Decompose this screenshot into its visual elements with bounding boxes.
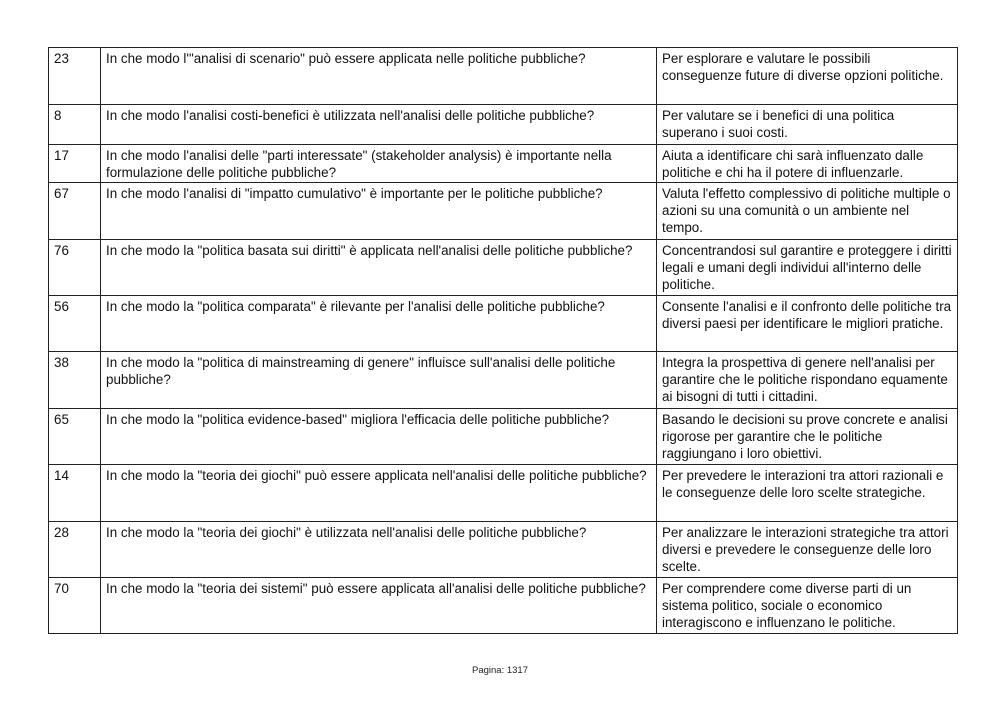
- page-number: Pagina: 1317: [472, 665, 528, 676]
- answer-cell: Consente l'analisi e il confronto delle politiche tra diversi paesi per identificare le migliori pratiche.: [657, 296, 958, 352]
- question-cell: In che modo la "teoria dei giochi" può essere applicata nell'analisi delle politiche pubbliche?: [101, 465, 657, 522]
- row-number: 23: [49, 48, 101, 105]
- answer-cell: Integra la prospettiva di genere nell'analisi per garantire che le politiche rispondano equamente ai bisogni di tutti i cittadini.: [657, 352, 958, 409]
- question-cell: In che modo l'analisi delle "parti interessate" (stakeholder analysis) è importante nella formulazione delle politiche pubbliche?: [101, 145, 657, 183]
- row-number: 67: [49, 183, 101, 240]
- table-row: [49, 145, 958, 183]
- row-number: 65: [49, 409, 101, 465]
- row-number: 28: [49, 522, 101, 578]
- row-number: 8: [49, 105, 101, 145]
- answer-cell: Per prevedere le interazioni tra attori razionali e le conseguenze delle loro scelte strategiche.: [657, 465, 958, 522]
- question-cell: In che modo la "teoria dei giochi" è utilizzata nell'analisi delle politiche pubbliche?: [101, 522, 657, 578]
- table-row: [49, 522, 958, 578]
- table-row: [49, 352, 958, 409]
- table-row: [49, 409, 958, 465]
- answer-cell: Aiuta a identificare chi sarà influenzato dalle politiche e chi ha il potere di influenzarle.: [657, 145, 958, 183]
- table-row: [49, 465, 958, 522]
- answer-cell: Concentrandosi sul garantire e proteggere i diritti legali e umani degli individui all'interno delle politiche.: [657, 240, 958, 296]
- table-row: [49, 183, 958, 240]
- answer-cell: Per analizzare le interazioni strategiche tra attori diversi e prevedere le conseguenze delle loro scelte.: [657, 522, 958, 578]
- question-cell: In che modo la "politica di mainstreaming di genere" influisce sull'analisi delle politiche pubbliche?: [101, 352, 657, 409]
- row-number: 14: [49, 465, 101, 522]
- question-cell: In che modo l'analisi di "impatto cumulativo" è importante per le politiche pubbliche?: [101, 183, 657, 240]
- row-number: 56: [49, 296, 101, 352]
- table-row: [49, 578, 958, 634]
- row-number: 17: [49, 145, 101, 183]
- row-number: 70: [49, 578, 101, 634]
- answer-cell: Per esplorare e valutare le possibili conseguenze future di diverse opzioni politiche.: [657, 48, 958, 105]
- answer-cell: Valuta l'effetto complessivo di politiche multiple o azioni su una comunità o un ambiente nel tempo.: [657, 183, 958, 240]
- table-row: [49, 105, 958, 145]
- table-row: [49, 240, 958, 296]
- question-cell: In che modo l'analisi costi-benefici è utilizzata nell'analisi delle politiche pubbliche?: [101, 105, 657, 145]
- answer-cell: Per comprendere come diverse parti di un sistema politico, sociale o economico interagiscono e influenzano le politiche.: [657, 578, 958, 634]
- question-cell: In che modo l'"analisi di scenario" può essere applicata nelle politiche pubbliche?: [101, 48, 657, 105]
- answer-cell: Per valutare se i benefici di una politica superano i suoi costi.: [657, 105, 958, 145]
- row-number: 38: [49, 352, 101, 409]
- qa-table: [48, 47, 958, 634]
- question-cell: In che modo la "politica basata sui diritti" è applicata nell'analisi delle politiche pubbliche?: [101, 240, 657, 296]
- table-row: [49, 296, 958, 352]
- question-cell: In che modo la "teoria dei sistemi" può essere applicata all'analisi delle politiche pubbliche?: [101, 578, 657, 634]
- question-cell: In che modo la "politica evidence-based" migliora l'efficacia delle politiche pubbliche?: [101, 409, 657, 465]
- row-number: 76: [49, 240, 101, 296]
- question-cell: In che modo la "politica comparata" è rilevante per l'analisi delle politiche pubbliche?: [101, 296, 657, 352]
- table-row: [49, 48, 958, 105]
- answer-cell: Basando le decisioni su prove concrete e analisi rigorose per garantire che le politiche raggiungano i loro obiettivi.: [657, 409, 958, 465]
